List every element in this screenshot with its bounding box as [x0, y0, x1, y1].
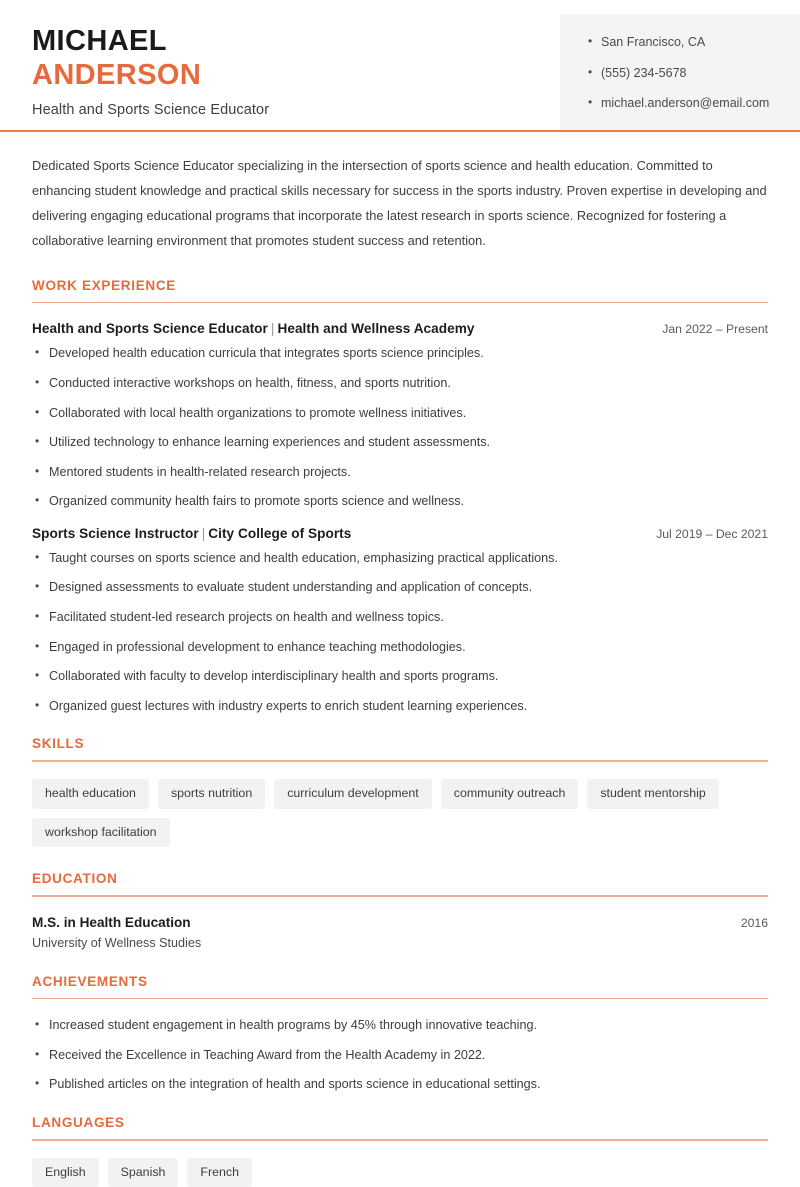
resume-header [0, 0, 800, 130]
contact-list [588, 36, 800, 110]
skill-pill: curriculum development [274, 779, 432, 809]
bullet-item: • Received the Excellence in Teaching Award from the Health Academy in 2022. [32, 1049, 768, 1062]
section-achievements [32, 974, 768, 1091]
section-divider-education [32, 895, 768, 897]
language-pill: English [32, 1158, 99, 1187]
work-entry [32, 526, 768, 713]
first-name: MICHAEL [32, 24, 269, 58]
bullet-item: • Utilized technology to enhance learning experiences and student assessments. [32, 436, 768, 449]
bullet-item: • Conducted interactive workshops on health, fitness, and sports nutrition. [32, 377, 768, 390]
section-divider-work-experience [32, 302, 768, 304]
work-entry-date: Jan 2022 – Present [644, 322, 768, 336]
skill-pill: health education [32, 779, 149, 809]
professional-title: Health and Sports Science Educator [32, 102, 269, 118]
section-work-experience [32, 278, 768, 713]
bullet-item: • Collaborated with local health organizations to promote wellness initiatives. [32, 407, 768, 420]
skill-pill: community outreach [441, 779, 579, 809]
education-entry [32, 915, 768, 950]
contact-item-email: • michael.anderson@email.com [588, 97, 800, 110]
work-entry-role: Sports Science Instructor [32, 526, 199, 541]
section-education [32, 871, 768, 950]
section-title-achievements: ACHIEVEMENTS [32, 974, 768, 989]
work-entry-header [32, 526, 768, 541]
bullet-item: • Organized guest lectures with industry experts to enrich student learning experiences. [32, 700, 768, 713]
section-title-skills: SKILLS [32, 736, 768, 751]
bullet-item: • Organized community health fairs to promote sports science and wellness. [32, 495, 768, 508]
bullet-item: • Facilitated student-led research projects on health and wellness topics. [32, 611, 768, 624]
section-divider-languages [32, 1139, 768, 1141]
section-divider-achievements [32, 998, 768, 1000]
education-school: University of Wellness Studies [32, 936, 768, 950]
bullet-item: • Developed health education curricula that integrates sports science principles. [32, 347, 768, 360]
bullet-item: • Increased student engagement in health programs by 45% through innovative teaching. [32, 1019, 768, 1032]
header-divider [0, 130, 800, 132]
achievements-list [32, 1019, 768, 1091]
language-pill: Spanish [108, 1158, 179, 1187]
contact-item-phone: • (555) 234-5678 [588, 67, 800, 80]
bullet-item: • Published articles on the integration of health and sports science in educational settings. [32, 1078, 768, 1091]
work-entry-title [32, 321, 475, 336]
section-languages [32, 1115, 768, 1187]
section-divider-skills [32, 760, 768, 762]
education-degree: M.S. in Health Education [32, 915, 191, 930]
contact-item-location: • San Francisco, CA [588, 36, 800, 49]
title-separator: | [199, 526, 209, 541]
education-year: 2016 [741, 916, 768, 930]
header-identity [0, 0, 269, 130]
bullet-item: • Taught courses on sports science and health education, emphasizing practical applications. [32, 552, 768, 565]
work-entry-bullets [32, 552, 768, 713]
skills-list [32, 779, 768, 847]
work-entry [32, 321, 768, 508]
work-entry-header [32, 321, 768, 336]
work-entry-role: Health and Sports Science Educator [32, 321, 268, 336]
bullet-item: • Mentored students in health-related research projects. [32, 466, 768, 479]
education-entry-header [32, 915, 768, 930]
work-entry-organization: Health and Wellness Academy [277, 321, 474, 336]
skill-pill: workshop facilitation [32, 818, 170, 848]
professional-summary: Dedicated Sports Science Educator specializing in the intersection of sports science and health education. Committed to enhancing student knowledge and practical skills necessary for success in the sports industry. Proven expertise in developing and delivering engaging educational programs that incorporate the latest research in sports science. Recognized for fostering a collaborative learning environment that promotes student success and retention. [32, 154, 768, 254]
section-title-work-experience: WORK EXPERIENCE [32, 278, 768, 293]
section-title-education: EDUCATION [32, 871, 768, 886]
section-skills [32, 736, 768, 847]
language-pill: French [187, 1158, 252, 1187]
skill-pill: student mentorship [587, 779, 718, 809]
section-title-languages: LANGUAGES [32, 1115, 768, 1130]
skill-pill: sports nutrition [158, 779, 265, 809]
bullet-item: • Designed assessments to evaluate student understanding and application of concepts. [32, 581, 768, 594]
work-entry-organization: City College of Sports [208, 526, 351, 541]
work-entry-title [32, 526, 351, 541]
languages-list [32, 1158, 768, 1187]
resume-content [0, 154, 800, 1187]
title-separator: | [268, 321, 278, 336]
bullet-item: • Engaged in professional development to enhance teaching methodologies. [32, 641, 768, 654]
work-entry-date: Jul 2019 – Dec 2021 [638, 527, 768, 541]
bullet-item: • Collaborated with faculty to develop interdisciplinary health and sports programs. [32, 670, 768, 683]
contact-box [560, 14, 800, 130]
last-name: ANDERSON [32, 58, 269, 92]
work-entry-bullets [32, 347, 768, 508]
